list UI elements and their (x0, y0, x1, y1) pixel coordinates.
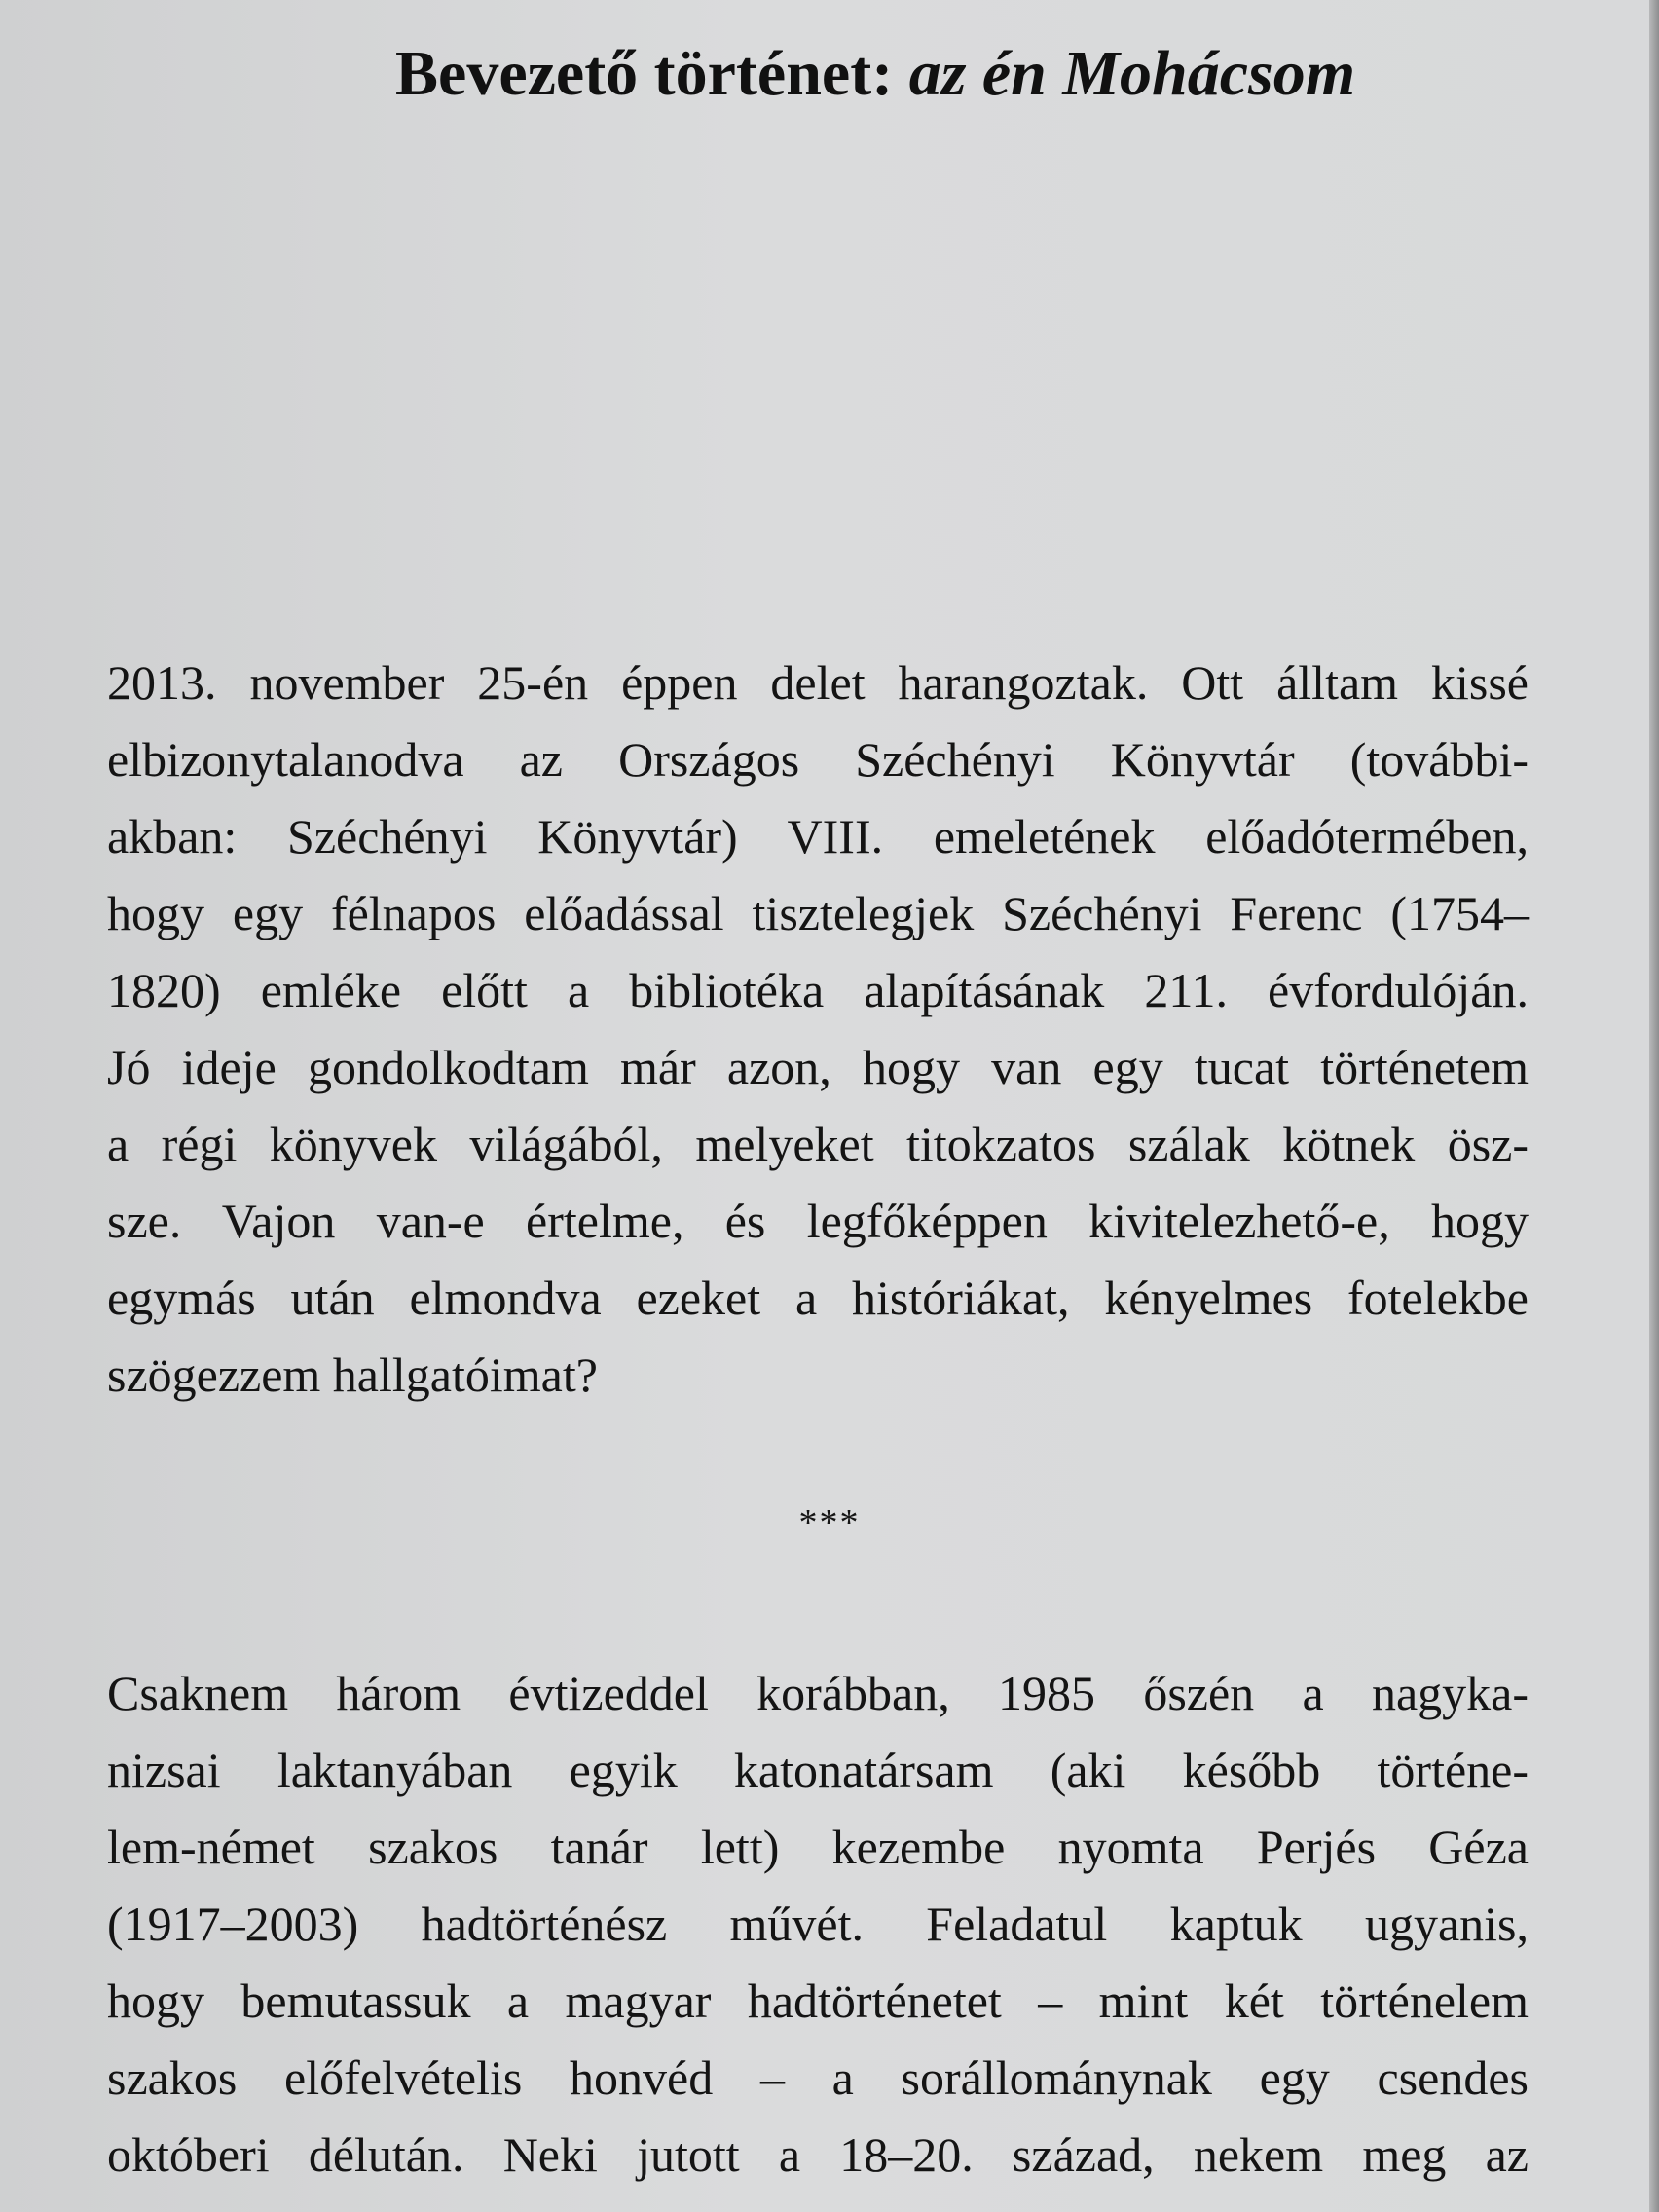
paragraph-2 (107, 1655, 1529, 2194)
paragraph-1 (107, 645, 1529, 1414)
text-line: (1917–2003) hadtörténész művét. Feladatul kaptuk ugyanis, (107, 1897, 1529, 1951)
text-line: egymás után elmondva ezeket a históriákat, kényelmes fotelekbe (107, 1271, 1529, 1325)
section-separator: *** (798, 1502, 861, 1543)
text-line: elbizonytalanodva az Országos Széchényi Könyvtár (további- (107, 732, 1529, 787)
text-line: nizsai laktanyában egyik katonatársam (aki később történe- (107, 1743, 1529, 1797)
page-edge (1649, 0, 1659, 2212)
text-line: szögezzem hallgatóimat? (107, 1347, 598, 1402)
text-line: Jó ideje gondolkodtam már azon, hogy van egy tucat történetem (107, 1040, 1529, 1094)
text-line: a régi könyvek világából, melyeket titokzatos szálak kötnek ösz- (107, 1117, 1529, 1171)
chapter-title-italic: az én Mohácsom (908, 38, 1356, 109)
text-line: hogy bemutassuk a magyar hadtörténetet – mint két történelem (107, 1973, 1529, 2028)
chapter-title (395, 39, 1355, 109)
text-line: 2013. november 25-én éppen delet harangoztak. Ott álltam kissé (107, 655, 1529, 710)
text-line: októberi délután. Neki jutott a 18–20. század, nekem meg az (107, 2127, 1529, 2182)
text-line: sze. Vajon van-e értelme, és legfőképpen kivitelezhető-e, hogy (107, 1194, 1529, 1248)
text-line: hogy egy félnapos előadással tisztelegjek Széchényi Ferenc (1754– (107, 886, 1529, 940)
text-line: szakos előfelvételis honvéd – a sorállománynak egy csendes (107, 2050, 1529, 2105)
chapter-title-roman: Bevezető történet: (395, 38, 909, 109)
text-line: lem-német szakos tanár lett) kezembe nyomta Perjés Géza (107, 1820, 1529, 1874)
text-line: Csaknem három évtizeddel korábban, 1985 őszén a nagyka- (107, 1666, 1529, 1720)
text-line: 1820) emléke előtt a bibliotéka alapításának 211. évfordulóján. (107, 963, 1529, 1017)
text-line: akban: Széchényi Könyvtár) VIII. emeletének előadótermében, (107, 809, 1529, 864)
